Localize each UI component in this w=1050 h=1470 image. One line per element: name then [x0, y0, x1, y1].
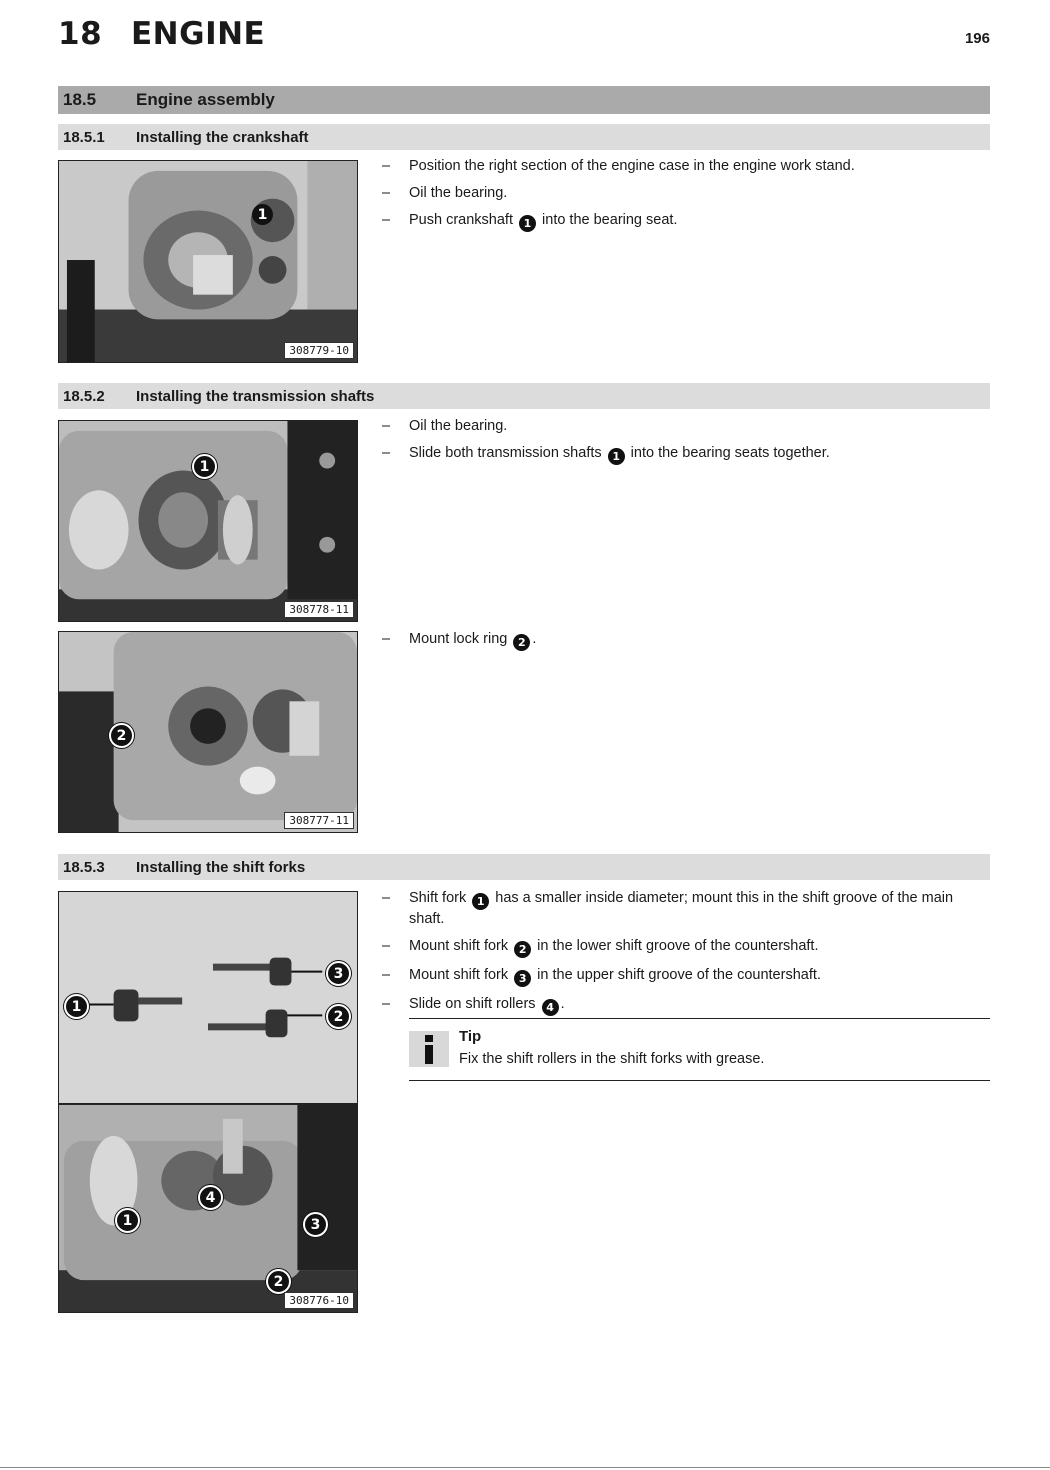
- image-code: 308777-11: [284, 812, 354, 829]
- callout-1: 1: [252, 204, 273, 225]
- subsection-number: 18.5.1: [63, 128, 105, 146]
- subsection-title: Installing the shift forks: [136, 858, 306, 876]
- shift-forks-photo-illustration: [59, 892, 357, 1312]
- subsection-title: Installing the crankshaft: [136, 128, 309, 146]
- info-icon: [409, 1031, 449, 1067]
- step: – Mount shift fork 2 in the lower shift groove of the countershaft.: [382, 937, 990, 958]
- callout-1: 1: [64, 994, 89, 1019]
- crankshaft-photo-illustration: [59, 161, 357, 362]
- subsection-title: Installing the transmission shafts: [136, 387, 375, 405]
- step: – Shift fork 1 has a smaller inside diameter; mount this in the shift groove of the main shaft.: [382, 889, 990, 929]
- callout-badge: 4: [542, 999, 559, 1016]
- step: – Position the right section of the engine case in the engine work stand.: [382, 157, 990, 176]
- subsection-heading-crankshaft: [58, 124, 990, 150]
- callout-1: 1: [115, 1208, 140, 1233]
- callout-4: 4: [198, 1185, 223, 1210]
- section-title: Engine assembly: [136, 90, 275, 109]
- callout-3: 3: [303, 1212, 328, 1237]
- callout-badge: 3: [514, 970, 531, 987]
- tip-text: Fix the shift rollers in the shift forks with grease.: [459, 1051, 765, 1067]
- chapter-header: [58, 14, 990, 64]
- crankshaft-photo: [58, 160, 358, 363]
- crankshaft-steps: [382, 157, 990, 240]
- lock-ring-photo-illustration: [59, 632, 357, 832]
- transmission-photo-illustration: [59, 421, 357, 621]
- callout-2: 2: [266, 1269, 291, 1294]
- shift-fork-steps: [382, 889, 990, 1024]
- tip-box: [409, 1018, 990, 1081]
- callout-badge: 1: [519, 215, 536, 232]
- shift-forks-photo: [58, 891, 358, 1313]
- transmission-shafts-photo: [58, 420, 358, 622]
- callout-badge: 2: [514, 941, 531, 958]
- page-number: 196: [964, 30, 990, 47]
- chapter-number: 18: [58, 16, 103, 52]
- callout-2: 2: [109, 723, 134, 748]
- callout-2: 2: [326, 1004, 351, 1029]
- step: – Oil the bearing.: [382, 184, 990, 203]
- subsection-number: 18.5.2: [63, 387, 105, 405]
- callout-1: 1: [192, 454, 217, 479]
- lock-ring-steps: [382, 630, 990, 659]
- section-number: 18.5: [63, 90, 97, 109]
- tip-title: Tip: [459, 1028, 482, 1045]
- callout-badge: 1: [472, 893, 489, 910]
- step: – Oil the bearing.: [382, 417, 990, 436]
- step: – Mount shift fork 3 in the upper shift groove of the countershaft.: [382, 966, 990, 987]
- callout-3: 3: [326, 961, 351, 986]
- step: – Mount lock ring 2 .: [382, 630, 990, 651]
- callout-badge: 2: [513, 634, 530, 651]
- step: – Slide on shift rollers 4 .: [382, 995, 990, 1016]
- step: – Push crankshaft 1 into the bearing seat.: [382, 211, 990, 232]
- subsection-heading-shift-forks: [58, 854, 990, 880]
- lock-ring-photo: [58, 631, 358, 833]
- chapter-title: ENGINE: [131, 16, 266, 52]
- image-code: 308776-10: [284, 1292, 354, 1309]
- step: – Slide both transmission shafts 1 into the bearing seats together.: [382, 444, 990, 465]
- image-code: 308778-11: [284, 601, 354, 618]
- footer-divider: [0, 1467, 1050, 1468]
- image-code: 308779-10: [284, 342, 354, 359]
- callout-badge: 1: [608, 448, 625, 465]
- section-heading: [58, 86, 990, 114]
- transmission-steps: [382, 417, 990, 473]
- subsection-heading-transmission: [58, 383, 990, 409]
- subsection-number: 18.5.3: [63, 858, 105, 876]
